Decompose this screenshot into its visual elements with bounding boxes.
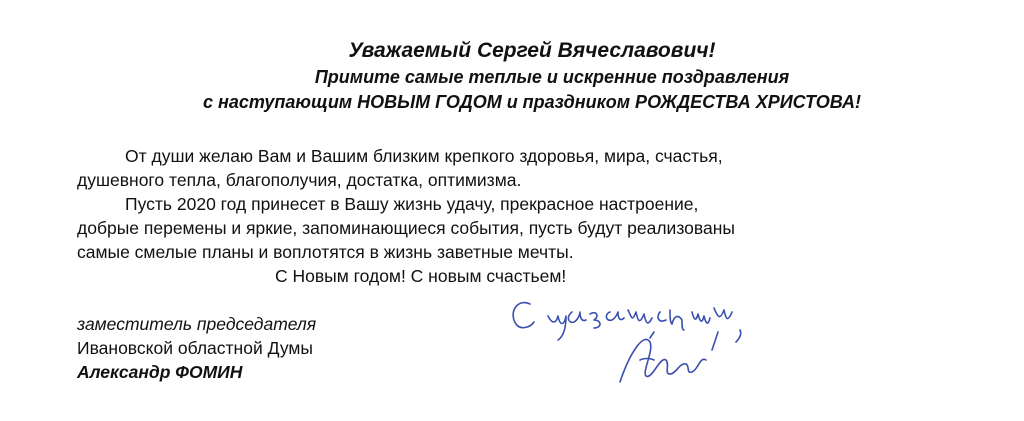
handwriting-c — [513, 303, 534, 328]
body-paragraph-line-4: добрые перемены и яркие, запоминающиеся события, пусть будут реализованы — [77, 218, 735, 238]
handwritten-signature — [500, 290, 780, 400]
signatory-organization: Ивановской областной Думы — [77, 338, 313, 358]
greeting-line-3: с наступающим НОВЫМ ГОДОМ и праздником РОЖДЕСТВА ХРИСТОВА! — [202, 92, 862, 112]
greeting-line-2: Примите самые теплые и искренние поздравления — [314, 67, 790, 87]
signatory-name: Александр ФОМИН — [77, 362, 243, 382]
body-paragraph-line-5: самые смелые планы и воплотятся в жизнь заветные мечты. — [77, 242, 574, 262]
body-closing-wish: С Новым годом! С новым счастьем! — [275, 266, 567, 286]
signatory-position: заместитель председателя — [77, 314, 317, 334]
body-paragraph-line-2: душевного тепла, благополучия, достатка, оптимизма. — [77, 170, 522, 190]
handwriting-word — [548, 308, 741, 342]
greeting-salutation: Уважаемый Сергей Вячеславович! — [348, 39, 716, 62]
body-paragraph-line-1: От души желаю Вам и Вашим близким крепкого здоровья, мира, счастья, — [125, 146, 723, 166]
body-paragraph-line-3: Пусть 2020 год принесет в Вашу жизнь удачу, прекрасное настроение, — [125, 194, 699, 214]
handwriting-signature-scribble — [620, 332, 718, 382]
